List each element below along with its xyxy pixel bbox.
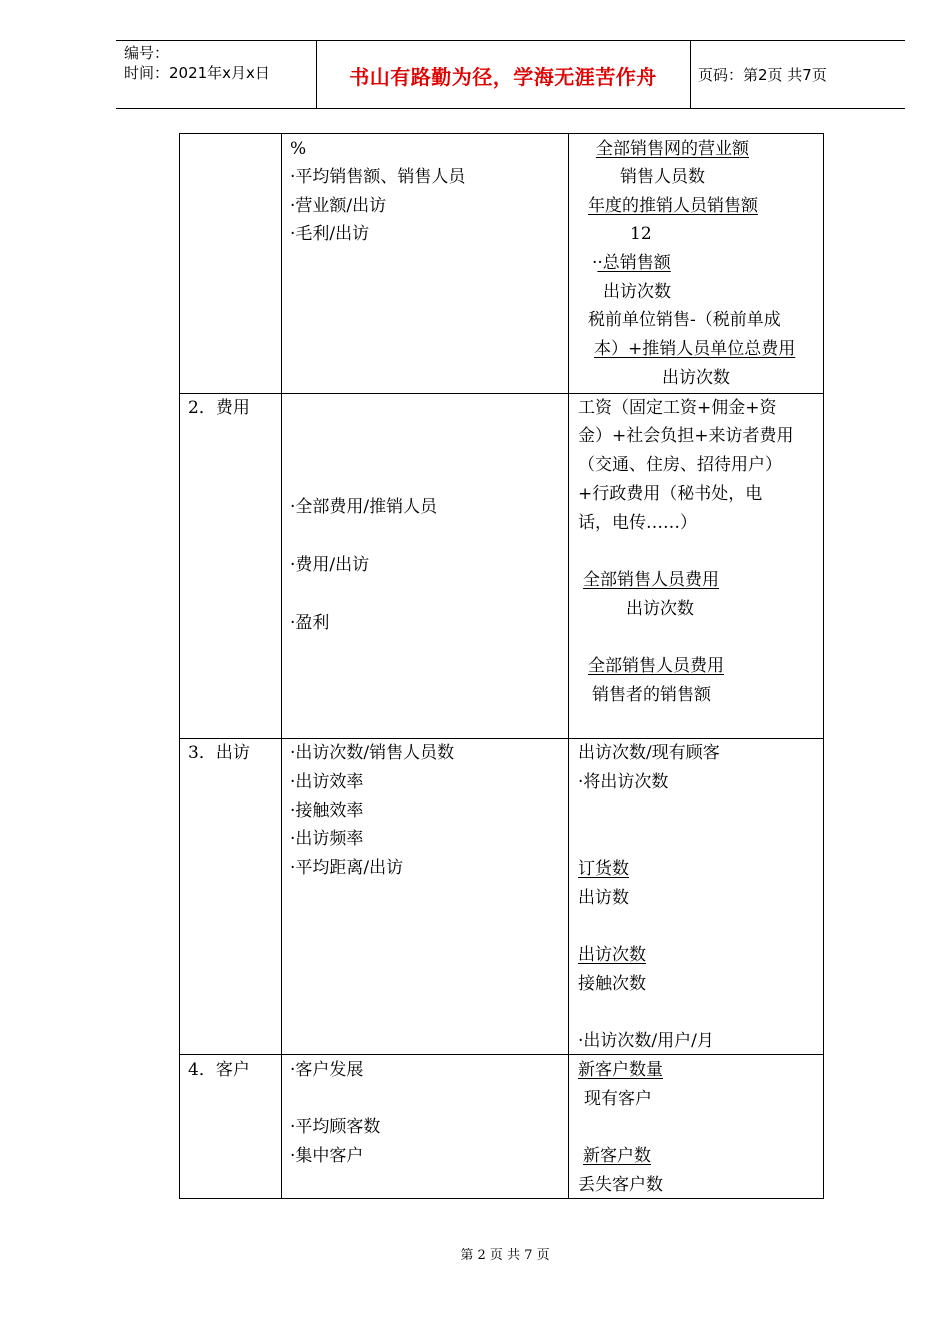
formula-numerator-text: ·总销售额 (597, 253, 671, 273)
metric-item: ·平均顾客数 (290, 1117, 381, 1137)
metric-item: ·盈利 (290, 613, 330, 633)
formula-numerator: 出访次数 (578, 945, 646, 965)
formula-denominator: 出访数 (578, 888, 629, 908)
formula-denominator: 销售人员数 (620, 167, 705, 187)
formula-denominator: 销售者的销售额 (592, 685, 711, 705)
table-rule (568, 133, 569, 1199)
metric-item: ·客户发展 (290, 1060, 364, 1080)
formula-denominator: 现有客户 (584, 1089, 652, 1109)
formula-numerator: 年度的推销人员销售额 (588, 196, 758, 216)
formula-denominator: 出访次数 (626, 599, 694, 619)
metric-item: ·接触效率 (290, 801, 364, 821)
formula-numerator (592, 249, 671, 277)
time-label: 时间：2021年x月x日 (124, 64, 270, 82)
formula-text: 出访次数/现有顾客 (578, 743, 720, 763)
formula-numerator: 全部销售人员费用 (583, 570, 719, 590)
formula-text: （交通、住房、招待用户） (578, 455, 782, 475)
header-motto: 书山有路勤为径，学海无涯苦作舟 (349, 65, 657, 89)
number-label: 编号： (124, 44, 170, 62)
formula-numerator: 全部销售人员费用 (588, 656, 724, 676)
metric-item: ·集中客户 (290, 1146, 364, 1166)
table-rule (179, 133, 824, 134)
formula-text: 话，电传……） (578, 513, 697, 533)
formula-text: 金）+社会负担+来访者费用 (578, 426, 794, 446)
page-footer: 第 2 页 共 7 页 (460, 1248, 550, 1263)
formula-text: ·将出访次数 (578, 772, 669, 792)
category-label: 4．客户 (188, 1060, 250, 1080)
table-rule (823, 133, 824, 1199)
metric-item: ·平均距离/出访 (290, 858, 404, 878)
formula-denominator: 丢失客户数 (578, 1175, 663, 1195)
header-divider (690, 41, 691, 108)
table-rule (179, 133, 180, 1199)
table-rule (179, 1198, 824, 1199)
formula-numerator: 本）+推销人员单位总费用 (594, 339, 796, 359)
metric-item: ·费用/出访 (290, 555, 370, 575)
bullet-dot: · (592, 253, 598, 273)
formula-text: 工资（固定工资+佣金+资 (578, 398, 777, 418)
metric-item: ·出访次数/销售人员数 (290, 743, 455, 763)
metric-item: ·出访频率 (290, 829, 364, 849)
metric-item: ·营业额/出访 (290, 196, 387, 216)
formula-numerator: 税前单位销售-（税前单成 (588, 310, 781, 330)
metric-item: ·毛利/出访 (290, 224, 370, 244)
formula-numerator: 新客户数 (583, 1146, 651, 1166)
formula-denominator: 出访次数 (662, 368, 730, 388)
metric-item: ·全部费用/推销人员 (290, 497, 438, 517)
category-label: 2．费用 (188, 398, 250, 418)
formula-numerator: 新客户数量 (578, 1060, 663, 1080)
formula-numerator: 全部销售网的营业额 (596, 139, 749, 159)
category-label: 3．出访 (188, 743, 250, 763)
table-rule (179, 1054, 824, 1055)
formula-text: ·出访次数/用户/月 (578, 1031, 714, 1051)
formula-denominator: 接触次数 (578, 974, 646, 994)
formula-numerator: 订货数 (578, 859, 629, 879)
metric-item: ·出访效率 (290, 772, 364, 792)
formula-denominator: 12 (630, 224, 652, 244)
document-header (116, 40, 905, 109)
table-rule (281, 133, 282, 1199)
header-page-label: 页码：第2页 共7页 (698, 66, 827, 84)
header-meta (124, 43, 314, 83)
table-rule (179, 738, 824, 739)
formula-text: +行政费用（秘书处，电 (578, 484, 763, 504)
metric-item: ·平均销售额、销售人员 (290, 167, 466, 187)
metric-item: % (290, 139, 307, 159)
formula-denominator: 出访次数 (603, 282, 671, 302)
